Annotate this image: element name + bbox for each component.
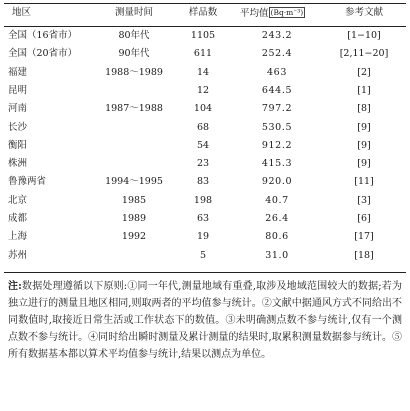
samples-cell: 63: [196, 213, 210, 224]
samples-cell: 104: [193, 103, 213, 115]
refs-cell: [1−10]: [347, 30, 381, 41]
mean-cell: 797.2: [261, 103, 293, 115]
mean-cell: 644.5: [261, 84, 293, 96]
refs-cell: [1]: [357, 84, 371, 96]
note-label: 注:: [8, 281, 22, 292]
mean-cell: 80.6: [265, 231, 289, 243]
refs-cell: [9]: [357, 158, 371, 170]
region-cell: 衡阳: [8, 139, 28, 151]
samples-cell: 14: [196, 66, 210, 78]
region-cell: 全国（20省市）: [8, 48, 78, 60]
refs-cell: [3]: [357, 194, 371, 206]
refs-cell: [9]: [357, 139, 371, 151]
time-cell: 1985: [121, 194, 147, 206]
refs-cell: [8]: [357, 103, 371, 115]
region-cell: 北京: [8, 194, 28, 206]
mean-cell: 40.7: [265, 194, 289, 206]
refs-cell: [2]: [357, 66, 371, 78]
table-note: [8, 278, 402, 363]
region-cell: 苏州: [8, 249, 28, 261]
region-cell: 上海: [8, 231, 28, 243]
region-cell: 成都: [8, 213, 28, 224]
mean-cell: 920.0: [261, 176, 293, 188]
region-cell: 鲁豫两省: [8, 176, 47, 188]
samples-cell: 68: [196, 121, 210, 133]
samples-cell: 83: [196, 176, 210, 188]
document-page: [4, 0, 406, 411]
mean-cell: 415.3: [261, 158, 293, 170]
note-text: 数据处理遵循以下原则:①同一年代,测量地域有重叠,取涉及地域范围较大的数据;若为独立进行的测量且地区相同,则取两者的平均值参与统计。②文献中据通风方式不同给出不同数值时,取接近日常生活或工作状态下的数值。③未明确测点数不参与统计,仅有一个测点数不参与统计。④同时给出瞬时测量及累计测量的结果时,取累积测量数据参与统计。⑤所有数据基本都以算术平均值参与统计,结果以测点为单位。: [8, 281, 402, 360]
mean-cell: 31.0: [265, 249, 289, 261]
refs-cell: [18]: [354, 249, 374, 261]
header-mean-unit: (Bq·m⁻³): [270, 8, 304, 17]
mean-cell: 530.5: [261, 121, 293, 133]
refs-cell: [17]: [354, 231, 374, 243]
table-bottom-rule: [4, 272, 406, 273]
refs-cell: [11]: [354, 176, 374, 188]
region-cell: 昆明: [8, 84, 28, 96]
header-region: 地区: [12, 7, 32, 18]
header-mean-label: 平均值: [240, 8, 269, 19]
time-cell: 90年代: [118, 48, 150, 60]
samples-cell: 19: [196, 231, 210, 243]
header-refs: 参考文献: [344, 7, 383, 18]
samples-cell: 12: [196, 84, 210, 96]
time-cell: 80年代: [118, 30, 150, 41]
time-cell: 1994～1995: [105, 176, 163, 188]
time-cell: 1992: [121, 231, 147, 243]
refs-cell: [2,11−20]: [339, 48, 389, 60]
region-cell: 长沙: [8, 121, 28, 133]
time-cell: 1988～1989: [105, 66, 163, 78]
samples-cell: 611: [193, 48, 213, 60]
region-cell: 河南: [8, 103, 28, 115]
samples-cell: 54: [196, 139, 210, 151]
table-header-rule: [4, 26, 406, 27]
header-samples: 样品数: [188, 7, 218, 18]
header-mean: [240, 7, 305, 20]
time-cell: 1989: [121, 213, 147, 224]
samples-cell: 198: [193, 194, 213, 206]
header-time: 测量时间: [114, 7, 153, 18]
refs-cell: [9]: [357, 121, 371, 133]
samples-cell: 5: [199, 249, 207, 261]
refs-cell: [6]: [357, 213, 371, 224]
mean-cell: 252.4: [261, 48, 293, 60]
region-cell: 株洲: [8, 158, 28, 170]
region-cell: 全国（16省市）: [8, 30, 78, 41]
mean-cell: 26.4: [265, 213, 289, 224]
mean-cell: 463: [267, 66, 287, 78]
region-cell: 福建: [8, 66, 28, 78]
mean-cell: 912.2: [261, 139, 293, 151]
samples-cell: 1105: [190, 30, 216, 41]
table-top-rule: [4, 3, 406, 4]
time-cell: 1987～1988: [105, 103, 163, 115]
samples-cell: 23: [196, 158, 210, 170]
mean-cell: 243.2: [261, 30, 293, 41]
